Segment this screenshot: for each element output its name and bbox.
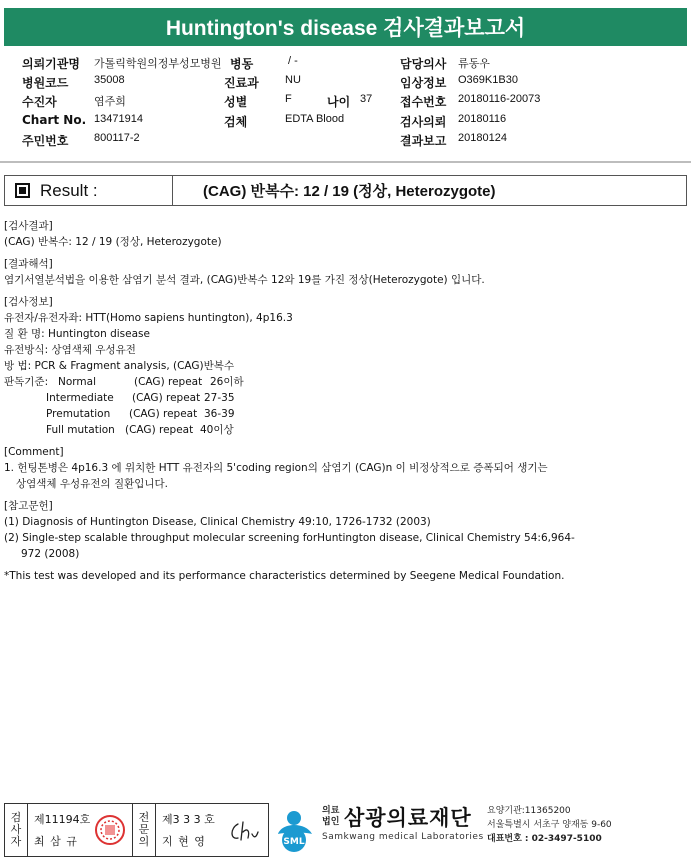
chart-value: 13471914 — [94, 113, 143, 125]
specimen-label: 검체 — [224, 115, 248, 129]
inheritance-line: 유전방식: 상염색체 우성유전 — [4, 344, 136, 356]
clinical-info-label: 임상정보 — [400, 76, 447, 90]
criteria-repeat: (CAG) repeat — [129, 408, 198, 420]
specimen-value: EDTA Blood — [285, 113, 345, 125]
reference-2: (2) Single-step scalable throughput molecular screening forHuntington disease, Clinical Chemistry 54:6,964- — [4, 532, 575, 544]
inspector-name: 최 삼 규 — [34, 835, 78, 848]
institution-label: 의뢰기관명 — [22, 57, 80, 71]
specialist-license-no: 제3 3 3 호 — [162, 813, 215, 826]
hospital-code-label: 병원코드 — [22, 76, 69, 90]
criteria-row — [4, 390, 664, 406]
org-name: 삼광의료재단 — [344, 806, 472, 830]
result-value: (CAG) 반복수: 12 / 19 (정상, Heterozygote) — [203, 183, 496, 200]
result-heading: [검사결과] — [4, 220, 53, 232]
inspector-license-no: 제11194호 — [34, 813, 91, 826]
institution-value: 가톨릭학원의정부성모병원 — [94, 58, 222, 70]
test-info-heading: [검사정보] — [4, 296, 53, 308]
criteria-name: Full mutation — [46, 424, 115, 436]
info-row-1 — [22, 55, 672, 72]
info-row-5 — [22, 132, 672, 149]
org-contact — [487, 804, 612, 846]
comment-heading: [Comment] — [4, 446, 64, 458]
criteria-name: Intermediate — [46, 392, 114, 404]
org-address: 서울특별시 서초구 양재동 9-60 — [487, 820, 612, 830]
hospital-code-value: 35008 — [94, 74, 125, 86]
result-label-cell — [5, 176, 173, 205]
comment-line-1: 1. 헌팅톤병은 4p16.3 에 위치한 HTT 유전자의 5'coding region의 삼염기 (CAG)n 이 비정상적으로 증폭되어 생기는 — [4, 462, 548, 474]
facility-no: 요양기관:11365200 — [487, 806, 571, 816]
age-value: 37 — [360, 93, 373, 105]
org-prefix: 의료 법인 — [322, 806, 340, 827]
reception-no-label: 접수번호 — [400, 95, 447, 109]
doctor-label: 담당의사 — [400, 57, 447, 71]
references-heading: [참고문헌] — [4, 500, 53, 512]
id-label: 주민번호 — [22, 134, 69, 148]
sml-logo-icon — [272, 804, 320, 854]
report-title: Huntington's disease 검사결과보고서 — [165, 17, 526, 40]
disclaimer: *This test was developed and its performance characteristics determined by Seegene Medical Foundation. — [4, 570, 565, 582]
org-phone: 대표번호 : 02-3497-5100 — [487, 834, 602, 844]
reference-1: (1) Diagnosis of Huntington Disease, Clinical Chemistry 49:10, 1726-1732 (2003) — [4, 516, 431, 528]
sex-label: 성별 — [224, 95, 248, 109]
inspector-cell — [28, 804, 132, 856]
criteria-name: Normal — [58, 376, 96, 388]
disease-line: 질 환 명: Huntington disease — [4, 328, 150, 340]
department-value: NU — [285, 74, 301, 86]
info-row-3 — [22, 93, 672, 110]
specialist-box — [132, 803, 269, 857]
method-line: 방 법: PCR & Fragment analysis, (CAG)반복수 — [4, 360, 235, 372]
info-row-4 — [22, 113, 672, 130]
interpretation-text: 염기서열분석법을 이용한 삼염기 분석 결과, (CAG)반복수 12와 19를 가진 정상(Heterozygote) 입니다. — [4, 274, 485, 286]
criteria-label: 판독기준: — [4, 376, 49, 388]
seal-stamp-icon — [94, 814, 126, 846]
square-bullet-icon — [15, 183, 30, 198]
reception-no-value: 20180116-20073 — [458, 93, 541, 105]
interpretation-heading: [결과해석] — [4, 258, 53, 270]
result-label: Result : — [40, 180, 98, 200]
sex-value: F — [285, 93, 292, 105]
age-label: 나이 — [327, 95, 351, 109]
inspector-label: 검 사 자 — [5, 804, 28, 856]
criteria-range: 26이하 — [210, 376, 244, 388]
criteria-range: 36-39 — [204, 408, 235, 420]
signature-icon — [228, 818, 260, 844]
specialist-cell — [156, 804, 268, 856]
info-row-2 — [22, 74, 672, 91]
report-date-value: 20180124 — [458, 132, 507, 144]
id-value: 800117-2 — [94, 132, 140, 144]
criteria-range: 27-35 — [204, 392, 235, 404]
specialist-label: 전 문 의 — [133, 804, 156, 856]
doctor-value: 류동우 — [458, 58, 490, 70]
criteria-name: Premutation — [46, 408, 111, 420]
criteria-range: 40이상 — [200, 424, 234, 436]
result-box — [4, 175, 687, 206]
footer — [4, 800, 687, 858]
patient-value: 염주희 — [94, 96, 126, 108]
patient-label: 수진자 — [22, 95, 57, 109]
request-date-label: 검사의뢰 — [400, 115, 447, 129]
inspector-box — [4, 803, 133, 857]
org-name-en: Samkwang medical Laboratories — [322, 832, 484, 842]
divider — [0, 161, 691, 163]
ward-value: / - — [288, 55, 298, 67]
specialist-name: 지 현 영 — [162, 835, 206, 848]
logo-abbr: SML — [283, 837, 305, 847]
report-title-bar — [4, 8, 687, 46]
report-body — [4, 218, 664, 584]
criteria-repeat: (CAG) repeat — [132, 392, 201, 404]
result-text: (CAG) 반복수: 12 / 19 (정상, Heterozygote) — [4, 236, 222, 248]
criteria-repeat: (CAG) repeat — [125, 424, 194, 436]
report-date-label: 결과보고 — [400, 134, 447, 148]
criteria-row — [4, 422, 664, 438]
criteria-row — [4, 374, 664, 390]
comment-line-2: 상염색체 우성유전의 질환입니다. — [16, 478, 169, 490]
criteria-repeat: (CAG) repeat — [134, 376, 203, 388]
reference-2-continued: 972 (2008) — [21, 548, 80, 560]
clinical-info-value: O369K1B30 — [458, 74, 518, 86]
gene-line: 유전자/유전자좌: HTT(Homo sapiens huntington), 4p16.3 — [4, 312, 293, 324]
department-label: 진료과 — [224, 76, 259, 90]
criteria-row — [4, 406, 664, 422]
chart-label: Chart No. — [22, 113, 87, 127]
organization-logo-block — [272, 800, 687, 858]
request-date-value: 20180116 — [458, 113, 507, 125]
ward-label: 병동 — [230, 57, 254, 71]
